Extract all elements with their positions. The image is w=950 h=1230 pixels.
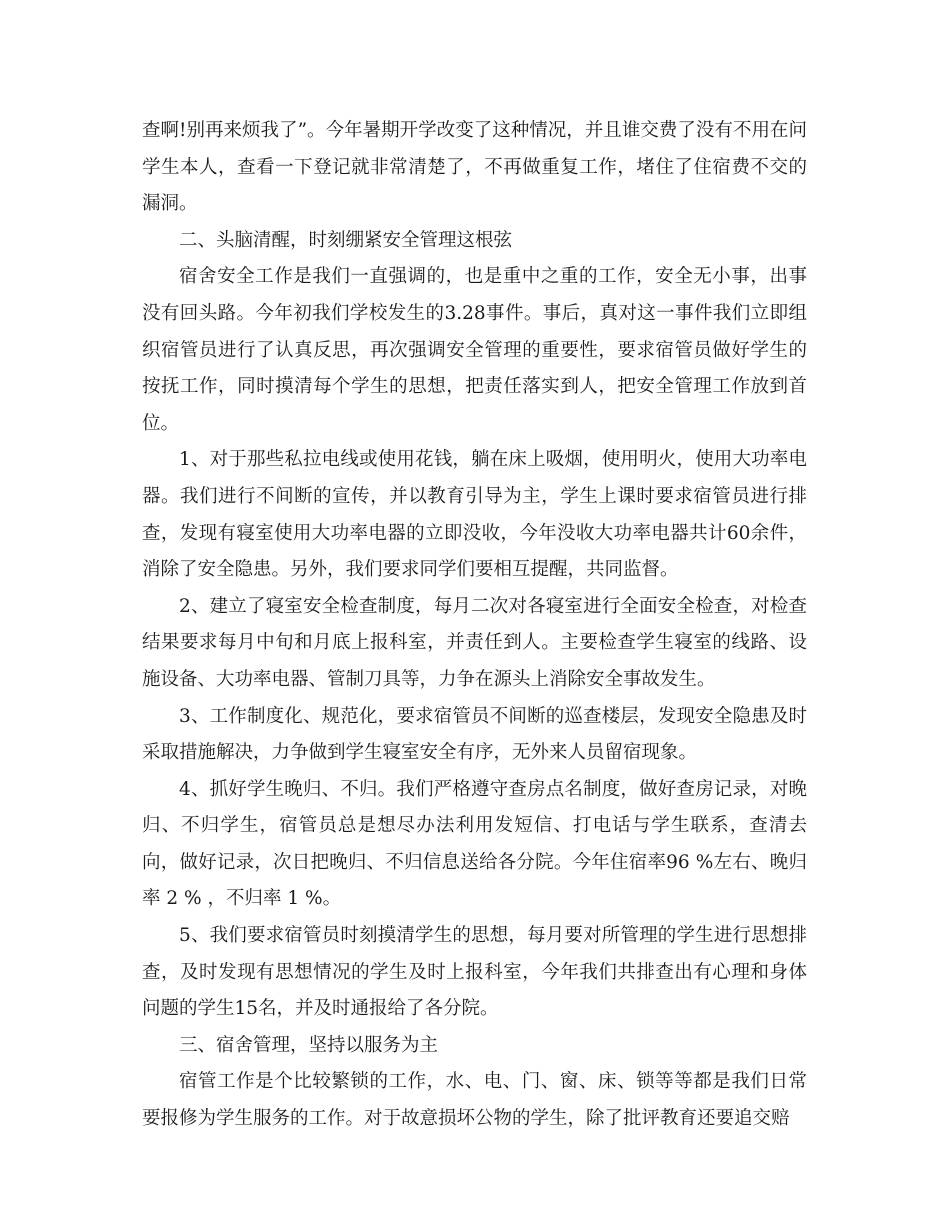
section-heading-service: 三、宿舍管理，坚持以服务为主 [179,1034,439,1056]
list-item-2: 2、建立了寝室安全检查制度，每月二次对各寝室进行全面安全检查，对检查结果要求每月中旬和月底上报科室，并责任到人。主要检查学生寝室的线路、设施设备、大功率电器、管制刀具等，力争在源头上消除安全事故发生。 [142,595,807,690]
list-item-1: 1、对于那些私拉电线或使用花钱，躺在床上吸烟，使用明火，使用大功率电器。我们进行不间断的宣传，并以教育引导为主，学生上课时要求宿管员进行排查，发现有寝室使用大功率电器的立即没收，今年没收大功率电器共计60余件，消除了安全隐患。另外，我们要求同学们要相互提醒，共同监督。 [142,449,807,581]
document-body [142,113,807,1138]
list-item-3: 3、工作制度化、规范化，要求宿管员不间断的巡查楼层，发现安全隐患及时采取措施解决，力争做到学生寝室安全有序，无外来人员留宿现象。 [142,705,807,764]
paragraph-safety-intro: 宿舍安全工作是我们一直强调的，也是重中之重的工作，安全无小事，出事没有回头路。今年初我们学校发生的3.28事件。事后，真对这一事件我们立即组织宿管员进行了认真反思，再次强调安全管理的重要性，要求宿管员做好学生的按抚工作，同时摸清每个学生的思想，把责任落实到人，把安全管理工作放到首位。 [142,266,807,434]
section-heading-safety: 二、头脑清醒，时刻绷紧安全管理这根弦 [179,229,513,251]
paragraph-continuation: 查啊!别再来烦我了”。今年暑期开学改变了这种情况，并且谁交费了没有不用在问学生本人，查看一下登记就非常清楚了，不再做重复工作，堵住了住宿费不交的漏洞。 [142,120,807,215]
list-item-5: 5、我们要求宿管员时刻摸清学生的思想，每月要对所管理的学生进行思想排查，及时发现有思想情况的学生及时上报科室，今年我们共排查出有心理和身体问题的学生15名，并及时通报给了各分院。 [142,925,807,1020]
paragraph-service-intro: 宿管工作是个比较繁锁的工作，水、电、门、窗、床、锁等等都是我们日常要报修为学生服务的工作。对于故意损坏公物的学生，除了批评教育还要追交赔 [142,1071,807,1130]
list-item-4: 4、抓好学生晚归、不归。我们严格遵守查房点名制度，做好查房记录，对晚归、不归学生，宿管员总是想尽办法利用发短信、打电话与学生联系，查清去向，做好记录，次日把晚归、不归信息送给各分院。今年住宿率96 %左右、晚归率 2 % ，不归率 1 %。 [142,778,807,910]
